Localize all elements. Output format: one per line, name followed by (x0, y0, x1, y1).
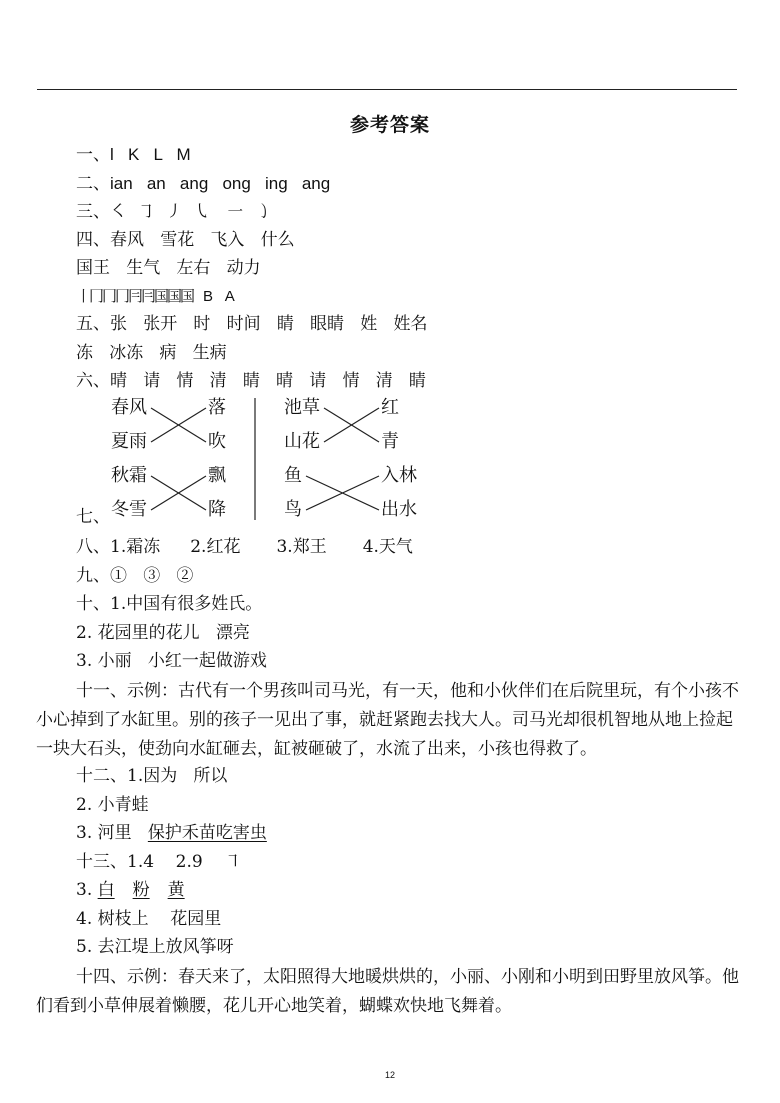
answer-12-line1: 十二、1.因为 所以 (76, 766, 228, 786)
answer-9: 九、① ③ ② (76, 566, 194, 586)
match-right-d1: 入林 (381, 465, 417, 486)
answer-8: 八、1.霜冻 2.红花 3.郑王 4.天气 (76, 537, 413, 557)
answer-14: 十四、示例：春天来了，太阳照得大地暖烘烘的，小丽、小刚和小明到田野里放风筝。他们看到小草伸展着懒腰，花儿开心地笑着，蝴蝶欢快地飞舞着。 (36, 967, 739, 1016)
match-right-d2: 出水 (381, 499, 417, 520)
answer-5-line2: 冻 冰冻 病 生病 (76, 343, 227, 363)
match-left-c1: 池草 (284, 397, 320, 418)
answer-13-line4: 5. 去江堤上放风筝呀 (76, 937, 234, 957)
match-left-b2: 冬雪 (111, 499, 147, 520)
match-right-a2: 吹 (208, 431, 226, 452)
answer-2: 二、ian an ang ong ing ang (76, 174, 331, 194)
match-right-b1: 飘 (208, 465, 226, 486)
match-left-a2: 夏雨 (111, 431, 147, 452)
match-left-a1: 春风 (111, 397, 147, 418)
match-left-d2: 鸟 (284, 499, 302, 520)
answer-4-line1: 四、春风 雪花 飞入 什么 (76, 230, 295, 250)
answer-7-label: 七、 (76, 507, 110, 527)
answer-10-line2: 2. 花园里的花儿 漂亮 (76, 623, 250, 643)
match-left-d1: 鱼 (284, 465, 302, 486)
answer-1: 一、l K L M (76, 145, 191, 165)
answer-3: 三、㇛ ㇆ ㇓ ㇂ ㇐ ㇁ (76, 202, 272, 222)
answer-11: 十一、示例：古代有一个男孩叫司马光，有一天，他和小伙伴们在后院里玩，有个小孩不小心掉到了水缸里。别的孩子一见出了事，就赶紧跑去找大人。司马光却很机智地从地上捡起一块大石头，使劲向水缸砸去，缸被砸破了，水流了出来，小孩也得救了。 (36, 681, 739, 759)
answer-12-line2: 2. 小青蛙 (76, 795, 149, 815)
answer-12-line3: 3. 河里 保护禾苗吃害虫 (76, 823, 267, 843)
answer-4-strokes: 丨冂冂冂冃冃国国国 B A (76, 287, 235, 305)
answer-13-line3: 4. 树枝上 花园里 (76, 909, 222, 929)
answer-6: 六、晴 请 情 清 睛 晴 请 情 清 睛 (76, 371, 426, 391)
match-right-c1: 红 (381, 397, 399, 418)
answer-4-line2: 国王 生气 左右 动力 (76, 258, 261, 278)
match-right-a1: 落 (208, 397, 226, 418)
answer-13-line2: 3. 白 粉 黄 (76, 880, 185, 900)
page-title: 参考答案 (349, 114, 430, 136)
answer-10-line1: 十、1.中国有很多姓氏。 (76, 594, 263, 614)
page-number: 12 (384, 1070, 395, 1080)
answer-10-line3: 3. 小丽 小红一起做游戏 (76, 651, 267, 671)
match-left-c2: 山花 (284, 431, 320, 452)
match-right-b2: 降 (208, 499, 226, 520)
match-left-b1: 秋霜 (111, 465, 147, 486)
match-right-c2: 青 (381, 431, 399, 452)
answer-5-line1: 五、张 张开 时 时间 睛 眼睛 姓 姓名 (76, 314, 428, 334)
answer-13-line1: 十三、1.4 2.9 ㇕ (76, 852, 242, 872)
